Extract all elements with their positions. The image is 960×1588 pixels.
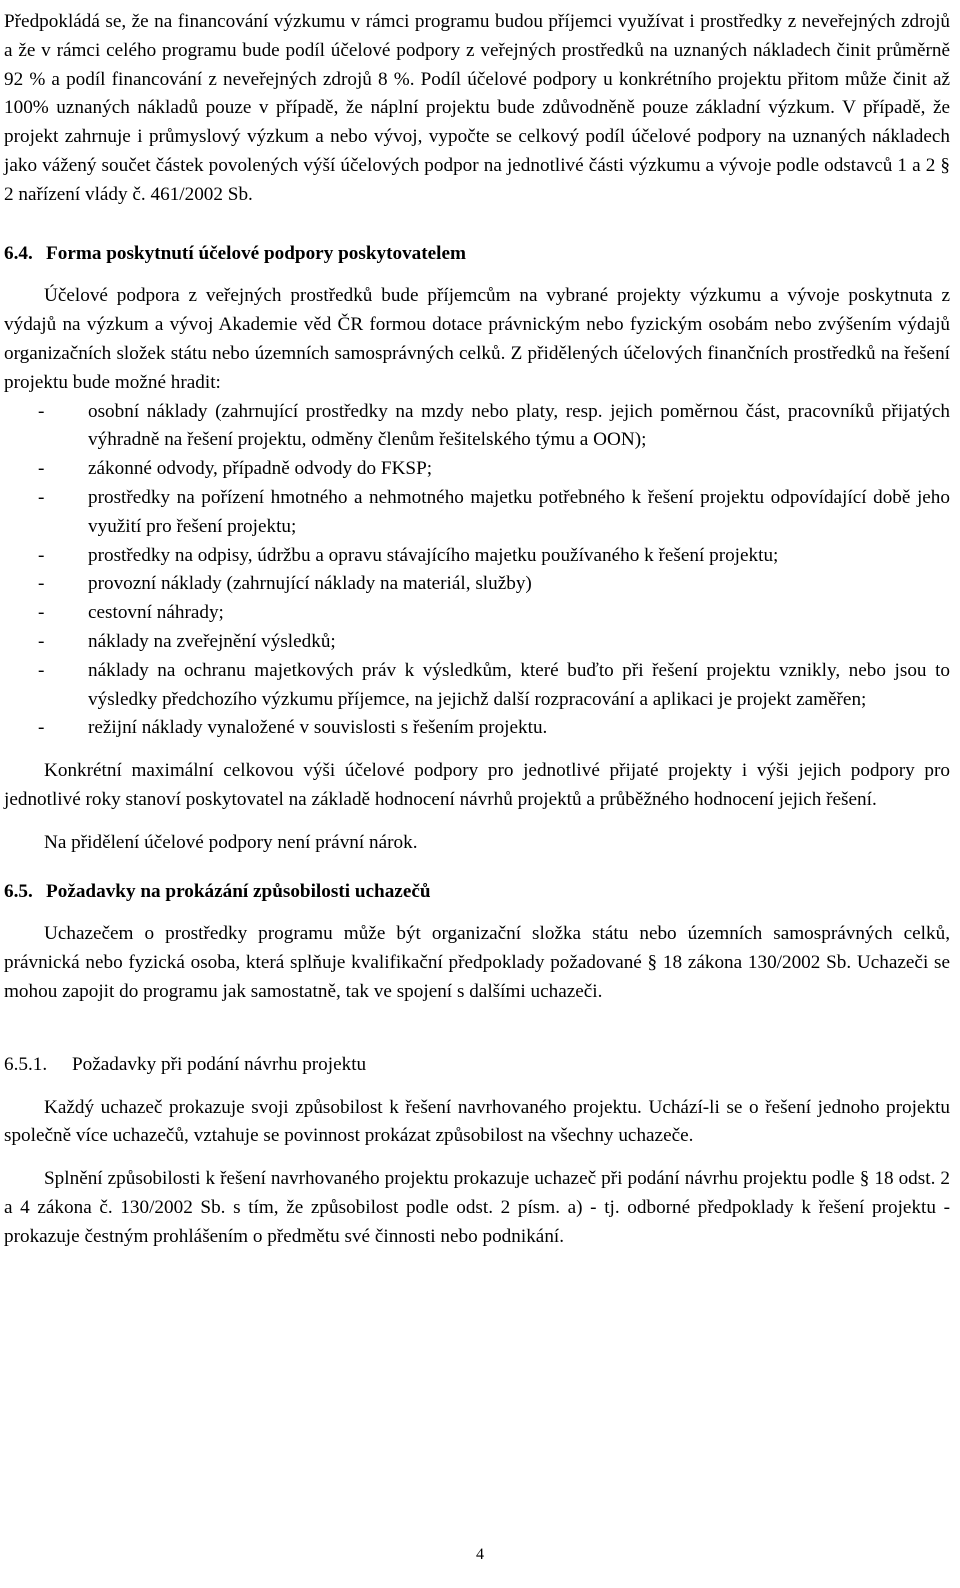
list-item-text: prostředky na odpisy, údržbu a opravu stávajícího majetku používaného k řešení projektu;: [88, 544, 779, 566]
list-marker: -: [38, 573, 45, 595]
spacer: [4, 268, 950, 282]
list-item: [4, 628, 950, 657]
list-item-text: náklady na zveřejnění výsledků;: [88, 630, 336, 652]
section-6-4-paragraph-2: Konkrétní maximální celkovou výši účelové podpory pro jednotlivé přijaté projekty i výši jejich podpory pro jednotlivé roky stanoví poskytovatel na základě hodnocení návrhů projektů a průběžného hodnocení jejich řešení.: [4, 760, 950, 810]
section-6-4-heading: [4, 240, 950, 269]
eligible-costs-list: [4, 398, 950, 744]
intro-paragraph: Předpokládá se, že na financování výzkumu v rámci programu budou příjemci využívat i prostředky z neveřejných zdrojů a že v rámci celého programu bude podíl účelové podpory z veřejných prostředků na uznaných nákladech činit průměrně 92 % a podíl financování z neveřejných zdrojů 8 %. Podíl účelové podpory u konkrétního projektu přitom může činit až 100% uznaných nákladů pouze v případě, že náplní projektu bude zdůvodněně pouze základní výzkum. V případě, že projekt zahrnuje i průmyslový výzkum a nebo vývoj, vypočte se celkový podíl účelové podpory na uznaných nákladech jako vážený součet částek povolených výší účelových podpor na jednotlivé části výzkumu a vývoje podle odstavců 1 a 2 § 2 nařízení vlády č. 461/2002 Sb.: [4, 11, 950, 205]
section-6-5-1-paragraph-2: Splnění způsobilosti k řešení navrhovaného projektu prokazuje uchazeč při podání návrhu projektu podle § 18 odst. 2 a 4 zákona č. 130/2002 Sb. s tím, že způsobilost podle odst. 2 písm. a) - tj. odborné předpoklady k řešení projektu - prokazuje čestným prohlášením o předmětu své činnosti nebo podnikání.: [4, 1168, 950, 1247]
section-6-5-heading: [4, 878, 950, 907]
list-item: [4, 599, 950, 628]
section-6-5-1-heading: [4, 1051, 950, 1080]
spacer: [4, 210, 950, 240]
spacer: [4, 858, 950, 878]
list-marker: -: [38, 458, 45, 480]
list-item-text: provozní náklady (zahrnující náklady na materiál, služby): [88, 573, 532, 595]
list-marker: -: [38, 602, 45, 624]
list-item-text: osobní náklady (zahrnující prostředky na mzdy nebo platy, resp. jejich poměrnou část, pracovníků přijatých výhradně na řešení projektu, odměny členům řešitelského týmu a OON);: [88, 400, 950, 451]
list-item: [4, 398, 950, 456]
section-number: 6.4.: [4, 242, 33, 264]
spacer: [4, 1007, 950, 1051]
spacer: [4, 815, 950, 829]
spacer: [4, 1080, 950, 1094]
list-item: [4, 714, 950, 743]
list-item: [4, 484, 950, 542]
list-marker: -: [38, 630, 45, 652]
list-item: [4, 542, 950, 571]
page-number: 4: [476, 1546, 484, 1563]
list-item: [4, 570, 950, 599]
section-6-4-paragraph: Účelové podpora z veřejných prostředků bude příjemcům na vybrané projekty výzkumu a vývoje poskytnuta z výdajů na výzkum a vývoj Akademie věd ČR formou dotace právnickým nebo fyzickým osobám nebo zvýšením výdajů organizačních složek státu nebo územních samosprávných celků. Z přidělených účelových finančních prostředků na řešení projektu bude možné hradit:: [4, 285, 950, 393]
list-item-text: zákonné odvody, případně odvody do FKSP;: [88, 458, 433, 480]
list-item-text: náklady na ochranu majetkových práv k výsledkům, které buďto při řešení projektu vznikly, nebo jsou to výsledky předchozího výzkumu příjemce, na jejichž další rozpracování a aplikaci je projekt zaměřen;: [88, 659, 950, 710]
list-marker: -: [38, 544, 45, 566]
section-title: Požadavky při podání návrhu projektu: [72, 1053, 367, 1075]
list-marker: -: [38, 717, 45, 739]
list-item-text: režijní náklady vynaložené v souvislosti s řešením projektu.: [88, 717, 548, 739]
list-marker: -: [38, 659, 45, 681]
section-6-4-paragraph-3: Na přidělení účelové podpory není právní nárok.: [44, 831, 418, 853]
spacer: [4, 1151, 950, 1165]
spacer: [4, 906, 950, 920]
section-number: 6.5.1.: [4, 1053, 48, 1075]
list-marker: -: [38, 400, 45, 422]
section-title: Forma poskytnutí účelové podpory poskytovatelem: [46, 242, 466, 264]
list-item: [4, 657, 950, 715]
spacer: [4, 743, 950, 757]
list-item: [4, 455, 950, 484]
list-item-text: prostředky na pořízení hmotného a nehmotného majetku potřebného k řešení projektu odpovídající době jeho využití pro řešení projektu;: [88, 486, 950, 537]
section-6-5-1-paragraph: Každý uchazeč prokazuje svoji způsobilost k řešení navrhovaného projektu. Uchází-li se o řešení jednoho projektu společně více uchazečů, vztahuje se povinnost prokázat způsobilost na všechny uchazeče.: [4, 1096, 950, 1147]
section-number: 6.5.: [4, 880, 33, 902]
list-item-text: cestovní náhrady;: [88, 602, 224, 624]
section-6-5-paragraph: Uchazečem o prostředky programu může být organizační složka státu nebo územních samosprávných celků, právnická nebo fyzická osoba, která splňuje kvalifikační předpoklady požadované § 18 zákona 130/2002 Sb. Uchazeči se mohou zapojit do programu jak samostatně, tak ve spojení s dalšími uchazeči.: [4, 923, 950, 1002]
list-marker: -: [38, 486, 45, 508]
section-title: Požadavky na prokázání způsobilosti uchazečů: [46, 880, 431, 902]
